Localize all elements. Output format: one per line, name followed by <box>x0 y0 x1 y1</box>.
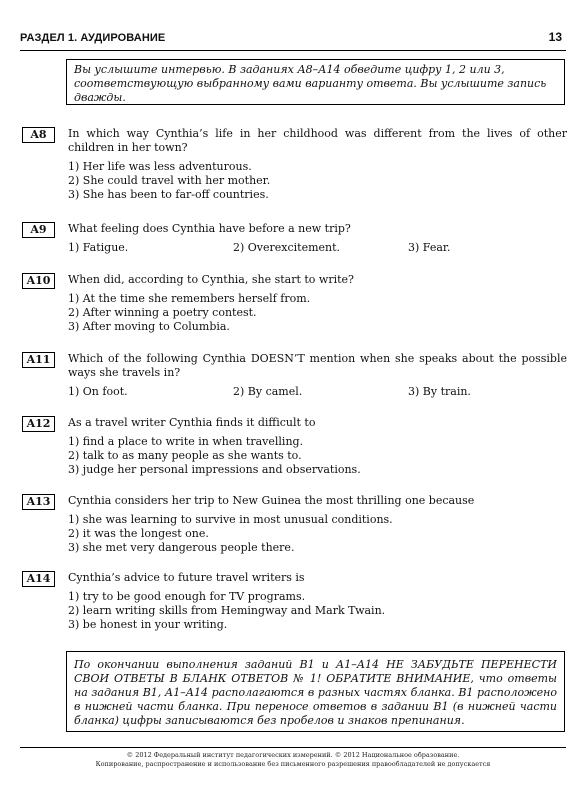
answer-option[interactable]: 1) At the time she remembers herself from. <box>68 292 311 305</box>
question-label: A12 <box>22 416 55 432</box>
answer-option[interactable]: 1) Her life was less adventurous. <box>68 160 252 173</box>
answer-option[interactable]: 3) By train. <box>408 385 471 398</box>
question-a13 <box>22 494 567 555</box>
reminder-box: По окончании выполнения заданий В1 и А1–А14 НЕ ЗАБУДЬТЕ ПЕРЕНЕСТИ СВОИ ОТВЕТЫ В БЛАНК ОТВЕТОВ № 1! ОБРАТИТЕ ВНИМАНИЕ, что ответы на задания В1, А1–А14 располагаются в разных частях бланка. В1 расположено в нижней части бланка. При переносе ответов в задании В1 (в нижней части бланка) цифры записываются без пробелов и знаков препинания. <box>66 651 565 732</box>
question-text: In which way Cynthia’s life in her childhood was different from the lives of other children in her town? <box>68 127 567 154</box>
answer-option[interactable]: 3) After moving to Columbia. <box>68 320 230 333</box>
question-a8 <box>22 127 567 202</box>
answer-option[interactable]: 1) Fatigue. <box>68 241 129 254</box>
answer-option[interactable]: 1) she was learning to survive in most unusual conditions. <box>68 513 393 526</box>
answer-option[interactable]: 2) By camel. <box>233 385 303 398</box>
question-a9 <box>22 222 567 255</box>
page-number: 13 <box>548 30 562 44</box>
question-label: A8 <box>22 127 55 143</box>
answer-option[interactable]: 2) After winning a poetry contest. <box>68 306 257 319</box>
question-text: When did, according to Cynthia, she start to write? <box>68 273 354 286</box>
answer-option[interactable]: 1) find a place to write in when travelling. <box>68 435 304 448</box>
question-label: A13 <box>22 494 55 510</box>
answer-option[interactable]: 2) it was the longest one. <box>68 527 209 540</box>
question-a12 <box>22 416 567 477</box>
answer-option[interactable]: 1) try to be good enough for TV programs. <box>68 590 306 603</box>
copyright-line: © 2012 Федеральный институт педагогических измерений. © 2012 Национальное образование. <box>126 751 460 759</box>
answer-option[interactable]: 3) be honest in your writing. <box>68 618 228 631</box>
question-text: Cynthia’s advice to future travel writers is <box>68 571 305 584</box>
answer-option[interactable]: 1) On foot. <box>68 385 128 398</box>
question-text: Which of the following Cynthia DOESN’T mention when she speaks about the possible ways she travels in? <box>68 352 567 379</box>
copyright-footer <box>20 747 566 769</box>
answer-option[interactable]: 3) she met very dangerous people there. <box>68 541 295 554</box>
instruction-box: Вы услышите интервью. В заданиях А8–А14 обведите цифру 1, 2 или 3, соответствующую выбранному вами варианту ответа. Вы услышите запись дважды. <box>66 59 565 105</box>
question-label: A10 <box>22 273 55 289</box>
page-header <box>20 30 566 51</box>
answer-option[interactable]: 2) Overexcitement. <box>233 241 341 254</box>
copyright-notice: Копирование, распространение и использование без письменного разрешения правообладателей не допускается <box>95 760 491 768</box>
question-text: What feeling does Cynthia have before a new trip? <box>68 222 351 235</box>
answer-option[interactable]: 2) learn writing skills from Hemingway and Mark Twain. <box>68 604 386 617</box>
question-a14 <box>22 571 567 632</box>
question-text: As a travel writer Cynthia finds it difficult to <box>68 416 316 429</box>
answer-option[interactable]: 3) judge her personal impressions and observations. <box>68 463 361 476</box>
answer-option[interactable]: 2) She could travel with her mother. <box>68 174 271 187</box>
question-label: A11 <box>22 352 55 368</box>
question-label: A9 <box>22 222 55 238</box>
answer-option[interactable]: 2) talk to as many people as she wants to. <box>68 449 302 462</box>
answer-option[interactable]: 3) Fear. <box>408 241 451 254</box>
question-label: A14 <box>22 571 55 587</box>
answer-option[interactable]: 3) She has been to far-off countries. <box>68 188 269 201</box>
question-text: Cynthia considers her trip to New Guinea the most thrilling one because <box>68 494 475 507</box>
question-a10 <box>22 273 567 334</box>
section-title: РАЗДЕЛ 1. АУДИРОВАНИЕ <box>20 32 166 44</box>
question-a11 <box>22 352 567 399</box>
